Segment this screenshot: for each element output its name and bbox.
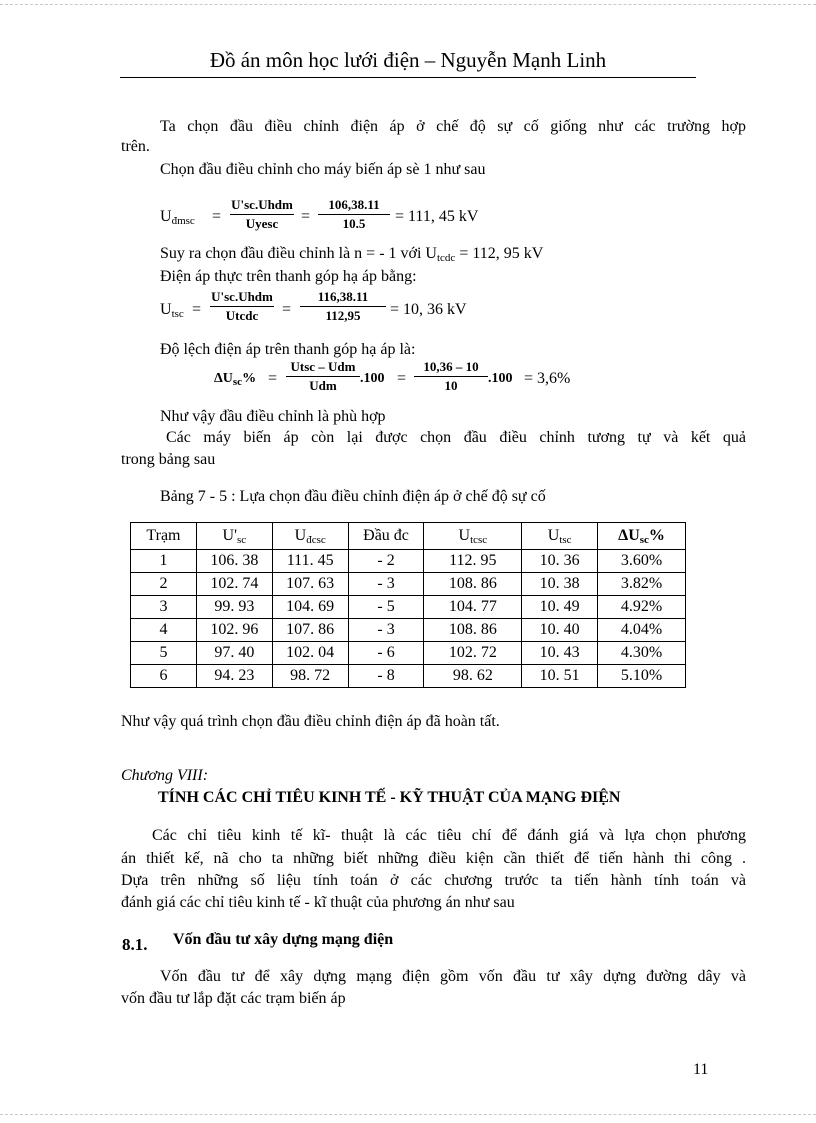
table-cell: 4.30% bbox=[598, 642, 686, 665]
table-cell: 104. 77 bbox=[424, 596, 522, 619]
paragraph-line: Như vậy đầu điều chỉnh là phù hợp bbox=[160, 408, 386, 425]
table-cell: 6 bbox=[131, 665, 197, 688]
table-cell: 3.60% bbox=[598, 550, 686, 573]
table-cell: - 5 bbox=[348, 596, 424, 619]
paragraph-line: Như vậy quá trình chọn đầu điều chỉnh điện áp đã hoàn tất. bbox=[121, 713, 500, 730]
table-cell: 102. 72 bbox=[424, 642, 522, 665]
fraction bbox=[300, 289, 386, 324]
column-header: $\Delta U_{sc}\%$ bbox=[598, 523, 686, 550]
table-cell: 10. 40 bbox=[522, 619, 598, 642]
table-cell: - 3 bbox=[348, 619, 424, 642]
table-cell: 99. 93 bbox=[196, 596, 272, 619]
table-row bbox=[131, 665, 686, 688]
table-cell: 107. 86 bbox=[272, 619, 348, 642]
column-header: Đầu đc bbox=[348, 523, 424, 550]
table-body bbox=[131, 550, 686, 688]
table-cell: 4.92% bbox=[598, 596, 686, 619]
equals-sign: = bbox=[212, 208, 222, 225]
table-cell: 1 bbox=[131, 550, 197, 573]
paragraph-line: Các máy biến áp còn lại được chọn đầu điều chỉnh tương tự và kết quả bbox=[166, 429, 746, 446]
paragraph-line: vốn đầu tư lắp đặt các trạm biến áp bbox=[121, 990, 346, 1007]
formula-lhs: ΔU bbox=[214, 371, 233, 386]
fraction-numerator: U'sc.Uhdm bbox=[231, 197, 293, 212]
fraction-numerator: 106,38.11 bbox=[328, 197, 380, 212]
table-cell: 10. 51 bbox=[522, 665, 598, 688]
fraction bbox=[414, 359, 488, 394]
equals-sign: = bbox=[192, 301, 202, 318]
table-cell: 104. 69 bbox=[272, 596, 348, 619]
column-header: Trạm bbox=[131, 523, 197, 550]
fraction-denominator: 10 bbox=[444, 378, 458, 393]
page-header: Đồ án môn học lưới điện – Nguyễn Mạnh Linh bbox=[209, 48, 607, 72]
paragraph-line: Dựa trên những số liệu tính toán ở các chương trước ta tiến hành tính toán và bbox=[121, 872, 746, 889]
table-row bbox=[131, 550, 686, 573]
fraction-numerator: U'sc.Uhdm bbox=[211, 289, 273, 304]
table-cell: 98. 72 bbox=[272, 665, 348, 688]
formula-lhs-sub: sc bbox=[232, 376, 243, 388]
chapter-label: Chương VIII: bbox=[121, 767, 209, 784]
table-caption: Bảng 7 - 5 : Lựa chọn đầu điều chỉnh điện áp ở chế độ sự cố bbox=[160, 488, 546, 505]
column-header: $U'_{sc}$ bbox=[196, 523, 272, 550]
fraction-numerator: Utsc – Udm bbox=[290, 359, 356, 374]
table-cell: 2 bbox=[131, 573, 197, 596]
fraction bbox=[210, 289, 274, 324]
table-cell: 111. 45 bbox=[272, 550, 348, 573]
table-cell: 10. 38 bbox=[522, 573, 598, 596]
paragraph-line: Suy ra chọn đầu điều chỉnh là n = - 1 với $U_{tcdc} = 112$, 95 kV bbox=[160, 245, 544, 264]
paragraph-line: trên. bbox=[121, 138, 150, 155]
table-cell: 112. 95 bbox=[424, 550, 522, 573]
table-cell: 98. 62 bbox=[424, 665, 522, 688]
equals-sign: = bbox=[397, 370, 407, 387]
table-cell: 4.04% bbox=[598, 619, 686, 642]
paragraph-line: Ta chọn đầu điều chỉnh điện áp ở chế độ sự cố giống như các trường hợp bbox=[160, 118, 746, 135]
formula-lhs-sub: tsc bbox=[171, 308, 184, 320]
table-cell: 94. 23 bbox=[196, 665, 272, 688]
paragraph-line: Vốn đầu tư để xây dựng mạng điện gồm vốn đầu tư xây dựng đường dây và bbox=[160, 968, 746, 985]
chapter-title: TÍNH CÁC CHỈ TIÊU KINH TẾ - KỸ THUẬT CỦA MẠNG ĐIỆN bbox=[158, 789, 621, 806]
table-cell: 10. 36 bbox=[522, 550, 598, 573]
table-cell: - 8 bbox=[348, 665, 424, 688]
table-cell: 10. 49 bbox=[522, 596, 598, 619]
paragraph-line: Chọn đầu điều chỉnh cho máy biến áp sè 1 như sau bbox=[160, 161, 486, 178]
formula-lhs: U bbox=[160, 208, 172, 225]
paragraph-line: đánh giá các chỉ tiêu kinh tế - kĩ thuật của phương án như sau bbox=[121, 894, 515, 911]
fraction-numerator: 116,38.11 bbox=[317, 289, 369, 304]
fraction-denominator: Uyesc bbox=[245, 216, 279, 231]
fraction bbox=[230, 197, 294, 232]
table-cell: 3 bbox=[131, 596, 197, 619]
page-edge-bottom bbox=[0, 1114, 816, 1115]
section-title: Vốn đầu tư xây dựng mạng điện bbox=[173, 931, 394, 948]
table-cell: 5 bbox=[131, 642, 197, 665]
formula-result: = 111, 45 kV bbox=[395, 208, 479, 225]
table-cell: 97. 40 bbox=[196, 642, 272, 665]
table-cell: 107. 63 bbox=[272, 573, 348, 596]
table-row bbox=[131, 596, 686, 619]
table-cell: 4 bbox=[131, 619, 197, 642]
paragraph-line: Điện áp thực trên thanh góp hạ áp bằng: bbox=[160, 268, 417, 285]
equals-sign: = bbox=[282, 301, 292, 318]
paragraph-line: Độ lệch điện áp trên thanh góp hạ áp là: bbox=[160, 341, 416, 358]
table-cell: 108. 86 bbox=[424, 619, 522, 642]
table-cell: 5.10% bbox=[598, 665, 686, 688]
table-row bbox=[131, 573, 686, 596]
column-header: $U_{tsc}$ bbox=[522, 523, 598, 550]
formula-multiplier: .100 bbox=[360, 371, 385, 386]
page-number: 11 bbox=[693, 1061, 709, 1078]
fraction-denominator: 10.5 bbox=[342, 216, 366, 231]
table-row bbox=[131, 619, 686, 642]
formula-result: = 3,6% bbox=[524, 370, 571, 387]
table-cell: 108. 86 bbox=[424, 573, 522, 596]
fraction-numerator: 10,36 – 10 bbox=[423, 359, 479, 374]
section-number: 8.1. bbox=[122, 935, 148, 954]
table-cell: 102. 96 bbox=[196, 619, 272, 642]
header-rule bbox=[120, 77, 696, 78]
paragraph-line: Các chỉ tiêu kinh tế kĩ- thuật là các tiêu chí để đánh giá và lựa chọn phương bbox=[152, 827, 746, 844]
fraction-denominator: 112,95 bbox=[325, 308, 361, 323]
column-header: $U_{tcsc}$ bbox=[424, 523, 522, 550]
equals-sign: = bbox=[301, 208, 311, 225]
fraction bbox=[318, 197, 390, 232]
paragraph-line: trong bảng sau bbox=[121, 451, 216, 468]
data-table bbox=[130, 522, 686, 688]
table-cell: 3.82% bbox=[598, 573, 686, 596]
paragraph-line: án thiết kế, nã cho ta những biết những điều kiện cần thiết để tiến hành thi công . bbox=[121, 850, 746, 867]
fraction-denominator: Udm bbox=[309, 378, 337, 393]
formula-result: = 10, 36 kV bbox=[390, 301, 467, 318]
column-header: $U_{đcsc}$ bbox=[272, 523, 348, 550]
table-cell: 106. 38 bbox=[196, 550, 272, 573]
table-cell: - 6 bbox=[348, 642, 424, 665]
formula-multiplier: .100 bbox=[488, 371, 513, 386]
formula-lhs-sub: đmsc bbox=[171, 215, 195, 227]
table-cell: - 2 bbox=[348, 550, 424, 573]
fraction bbox=[286, 359, 360, 394]
table-header-row bbox=[131, 523, 686, 550]
table-cell: - 3 bbox=[348, 573, 424, 596]
formula-lhs: U bbox=[160, 301, 172, 318]
fraction-denominator: Utcdc bbox=[225, 308, 259, 323]
table-cell: 102. 74 bbox=[196, 573, 272, 596]
table-cell: 10. 43 bbox=[522, 642, 598, 665]
table-row bbox=[131, 642, 686, 665]
table-cell: 102. 04 bbox=[272, 642, 348, 665]
page-edge-top bbox=[0, 4, 816, 5]
equals-sign: = bbox=[268, 370, 278, 387]
